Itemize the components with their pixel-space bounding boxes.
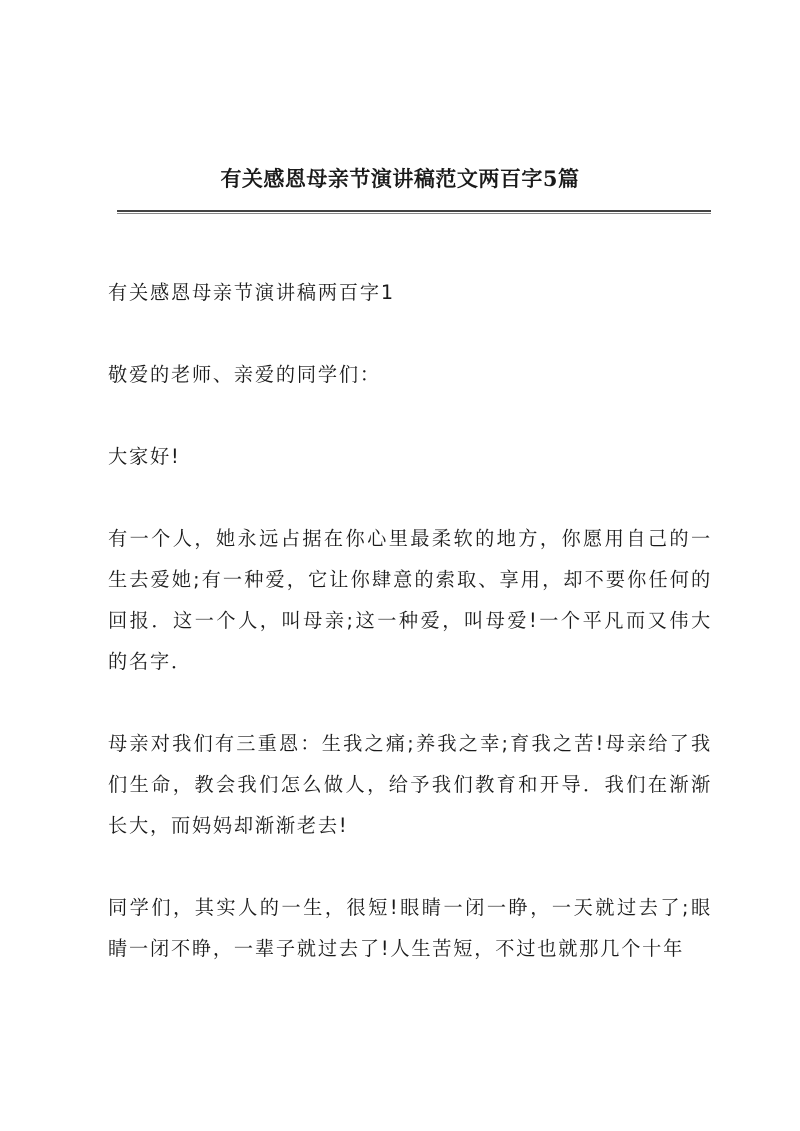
salutation: 敬爱的老师、亲爱的同学们：	[108, 363, 381, 386]
document-title: 有关感恩母亲节演讲稿范文两百字5篇	[220, 166, 580, 191]
body-paragraph: 同学们，其实人的一生，很短!眼睛一闭一睁，一天就过去了;眼睛一闭不睁，一辈子就过去了!人生苦短，不过也就那几个十年	[108, 896, 712, 960]
section-heading: 有关感恩母亲节演讲稿两百字1	[108, 281, 395, 304]
body-paragraph: 母亲对我们有三重恩：生我之痛;养我之幸;育我之苦!母亲给了我们生命，教会我们怎么做人，给予我们教育和开导．我们在渐渐长大，而妈妈却渐渐老去!	[108, 732, 712, 837]
title-underline	[117, 210, 711, 214]
document-body	[108, 272, 712, 1010]
greeting: 大家好!	[108, 445, 181, 468]
body-paragraph: 有一个人，她永远占据在你心里最柔软的地方，你愿用自己的一生去爱她;有一种爱，它让你肆意的索取、享用，却不要你任何的回报．这一个人，叫母亲;这一种爱，叫母爱!一个平凡而又伟大的名字．	[108, 527, 712, 673]
